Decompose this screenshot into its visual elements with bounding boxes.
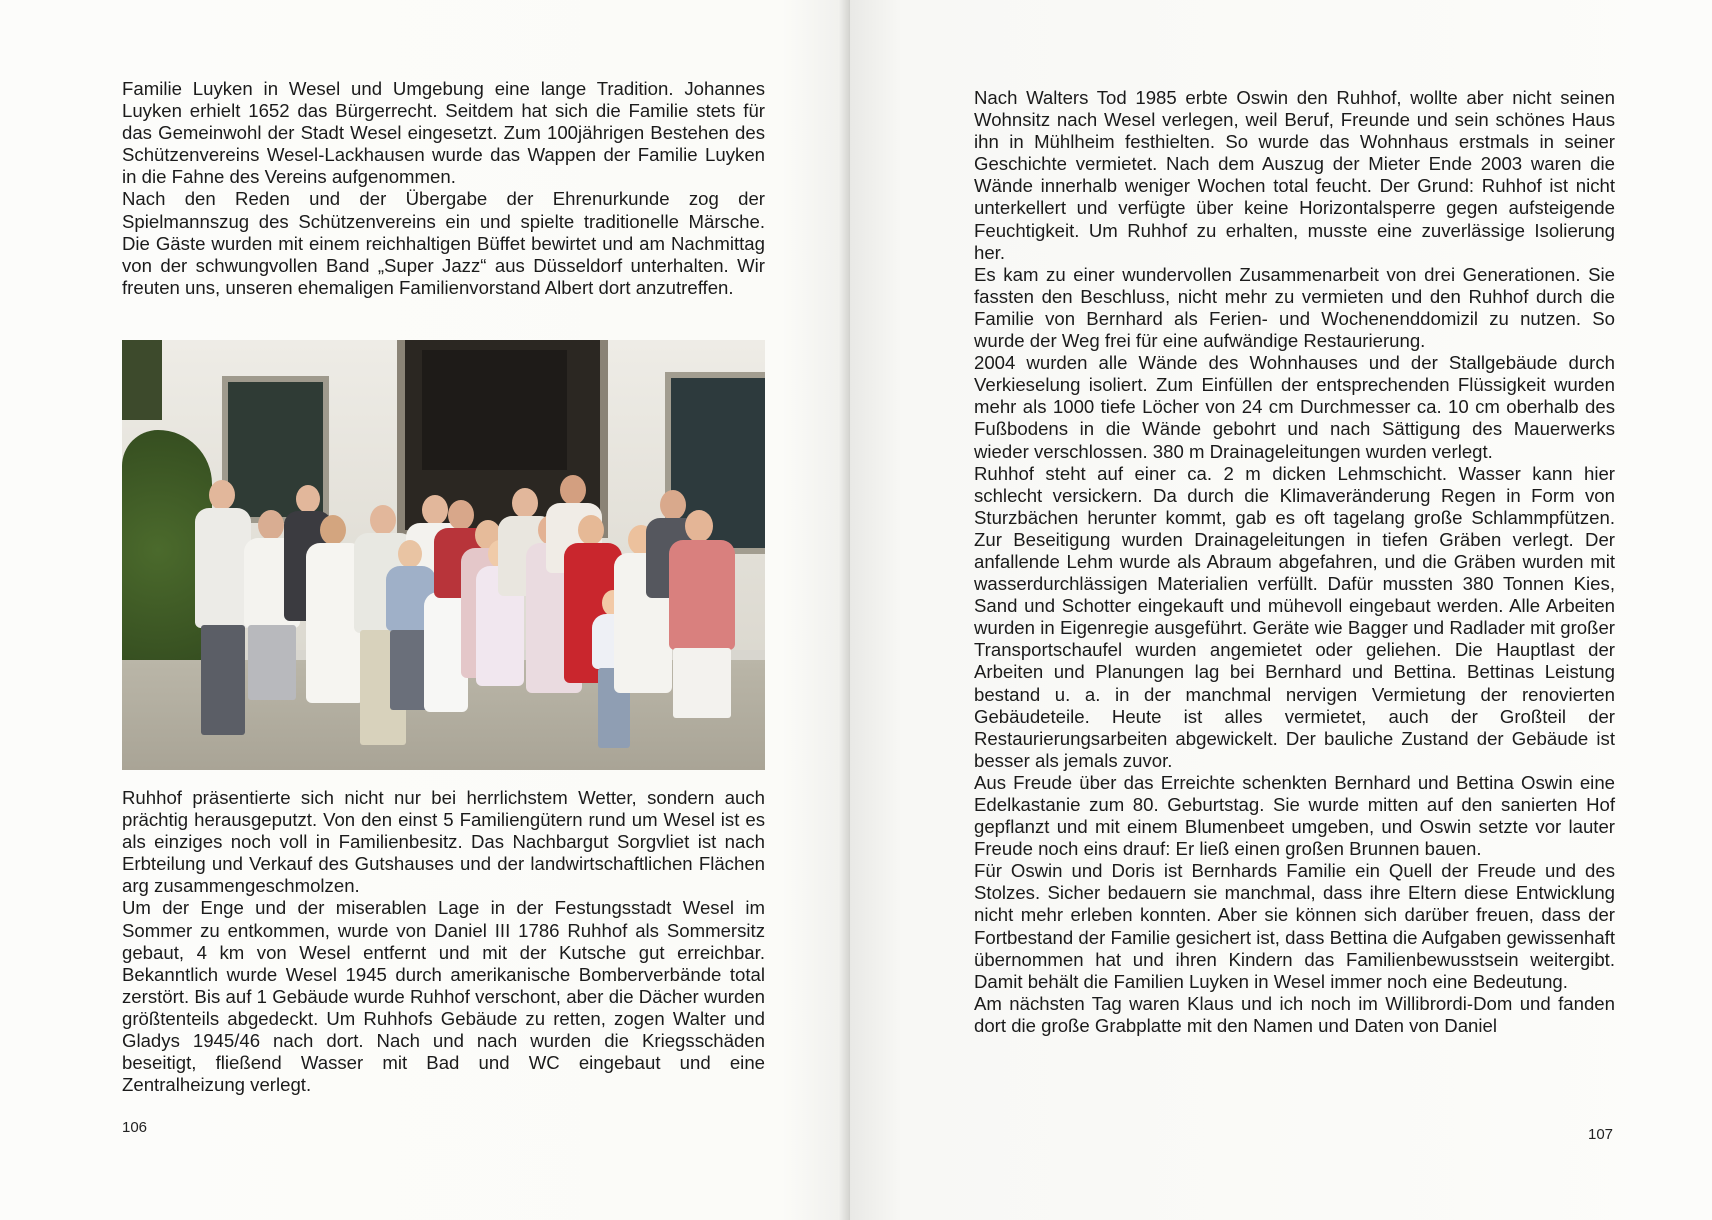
page-number-left: 106: [122, 1119, 148, 1136]
paragraph: Es kam zu einer wundervollen Zusammenarbeit von drei Generationen. Sie fassten den Beschluss, nicht mehr zu vermieten und den Ruhhof durch die Familie von Bernhard als Ferien- und Wochenenddomizil zu nutzen. So wurde der Weg frei für eine aufwändige Restaurierung.: [974, 263, 1615, 352]
paragraph: Für Oswin und Doris ist Bernhards Familie ein Quell der Freude und des Stolzes. Sicher bedauern sie manchmal, dass ihre Eltern diese Entwicklung nicht mehr erleben konnten. Aber sie können sich darüber freuen, dass der Fortbestand der Familie gesichert ist, dass Bettina die Aufgaben gewissenhaft übernommen hat und ihren Kindern das Familienbewusstsein weitergibt. Damit behält die Familien Luyken in Wesel immer noch eine Bedeutung.: [974, 860, 1615, 992]
paragraph: 2004 wurden alle Wände des Wohnhauses und der Stallgebäude durch Verkieselung isoliert. Zum Einfüllen der entsprechenden Flüssigkeit wurden mehr als 1000 tiefe Löcher von 24 cm Durchmesser ca. 10 cm oberhalb des Fußbodens in die Wände gebohrt und nach Sättigung des Mauerwerks wieder verschlossen. 380 m Drainageleitungen wurden verlegt.: [974, 352, 1615, 462]
group-photo: [122, 340, 765, 770]
paragraph: Nach Walters Tod 1985 erbte Oswin den Ruhhof, wollte aber nicht seinen Wohnsitz nach Wesel verlegen, weil Beruf, Freunde und sein schönes Haus ihn in Mühlheim festhielten. So wurde das Wohnhaus erstmals in seiner Geschichte vermietet. Nach dem Auszug der Mieter Ende 2003 waren die Wände innerhalb weniger Wochen total feucht. Der Grund: Ruhhof ist nicht unterkellert und verfügte über keine Horizontalsperre gegen aufsteigende Feuchtigkeit. Um Ruhhof zu erhalten, musste eine zuverlässige Isolierung her.: [974, 87, 1615, 263]
paragraph: Um der Enge und der miserablen Lage in der Festungsstadt Wesel im Sommer zu entkommen, wurde von Daniel III 1786 Ruhhof als Sommersitz gebaut, 4 km von Wesel entfernt und mit der Kutsche gut erreichbar. Bekanntlich wurde Wesel 1945 durch amerikanische Bomberverbände total zerstört. Bis auf 1 Gebäude wurde Ruhhof verschont, aber die Dächer wurden größtenteils abgedeckt. Um Ruhhofs Gebäude zu retten, zogen Walter und Gladys 1945/46 nach dort. Nach und nach wurden die Kriegsschäden beseitigt, fließend Wasser mit Bad und WC eingebaut und eine Zentralheizung verlegt.: [122, 897, 765, 1096]
paragraph: Familie Luyken in Wesel und Umgebung eine lange Tradition. Johannes Luyken erhielt 1652 das Bürgerrecht. Seitdem hat sich die Familie stets für das Gemeinwohl der Stadt Wesel eingesetzt. Zum 100jährigen Bestehen des Schützenvereins Wesel-Lackhausen wurde das Wappen der Familie Luyken in die Fahne des Vereins aufgenommen.: [122, 78, 765, 188]
paragraph: Am nächsten Tag waren Klaus und ich noch im Willibrordi-Dom und fanden dort die große Grabplatte mit den Namen und Daten von Daniel: [974, 992, 1615, 1036]
left-page: [0, 0, 850, 1220]
left-top-text: [122, 78, 765, 299]
paragraph: Ruhhof präsentierte sich nicht nur bei herrlichstem Wetter, sondern auch prächtig herausgeputzt. Von den einst 5 Familiengütern rund um Wesel ist es als einziges noch voll in Familienbesitz. Das Nachbargut Sorgvliet ist nach Erbteilung und Verkauf des Gutshauses und der landwirtschaftlichen Flächen arg zusammengeschmolzen.: [122, 787, 765, 897]
right-body-text: [974, 87, 1615, 1037]
paragraph: Nach den Reden und der Übergabe der Ehrenurkunde zog der Spielmannszug des Schützenvereins ein und spielte traditionelle Märsche. Die Gäste wurden mit einem reichhaltigen Büffet bewirtet und am Nachmittag von der schwungvollen Band „Super Jazz“ aus Düsseldorf unterhalten. Wir freuten uns, unseren ehemaligen Familienvorstand Albert dort anzutreffen.: [122, 188, 765, 298]
page-number-right: 107: [1588, 1126, 1614, 1143]
paragraph: Aus Freude über das Erreichte schenkten Bernhard und Bettina Oswin eine Edelkastanie zum 80. Geburtstag. Sie wurde mitten auf den sanierten Hof gepflanzt und mit einem Blumenbeet umgeben, und Oswin setzte vor lauter Freude noch eins drauf: Er ließ einen großen Brunnen bauen.: [974, 771, 1615, 860]
left-bottom-text: [122, 787, 765, 1096]
paragraph: Ruhhof steht auf einer ca. 2 m dicken Lehmschicht. Wasser kann hier schlecht versickern. Da durch die Klimaveränderung Regen in Form von Sturzbächen herunter kommt, gab es oft tagelang große Schlammpfützen. Zur Beseitigung wurden Drainageleitungen in tiefen Gräben verlegt. Der anfallende Lehm wurde als Abraum abgefahren, und die Gräben wurden mit wasserdurchlässigen Materialien verfüllt. Dafür mussten 380 Tonnen Kies, Sand und Schotter eingekauft und mühevoll eingebaut werden. Alle Arbeiten wurden in Eigenregie ausgeführt. Geräte wie Bagger und Radlader mit großer Transportschaufel wurden angemietet oder geliehen. Die Hauptlast der Arbeiten und Planungen lag bei Bernhard und Bettina. Bettinas Leistung bestand u. a. in der manchmal nervigen Vermietung der renovierten Gebäudeteile. Heute ist alles vermietet, auch der Großteil der Restaurierungsarbeiten abgewickelt. Der bauliche Zustand der Gebäude ist besser als jemals zuvor.: [974, 462, 1615, 771]
